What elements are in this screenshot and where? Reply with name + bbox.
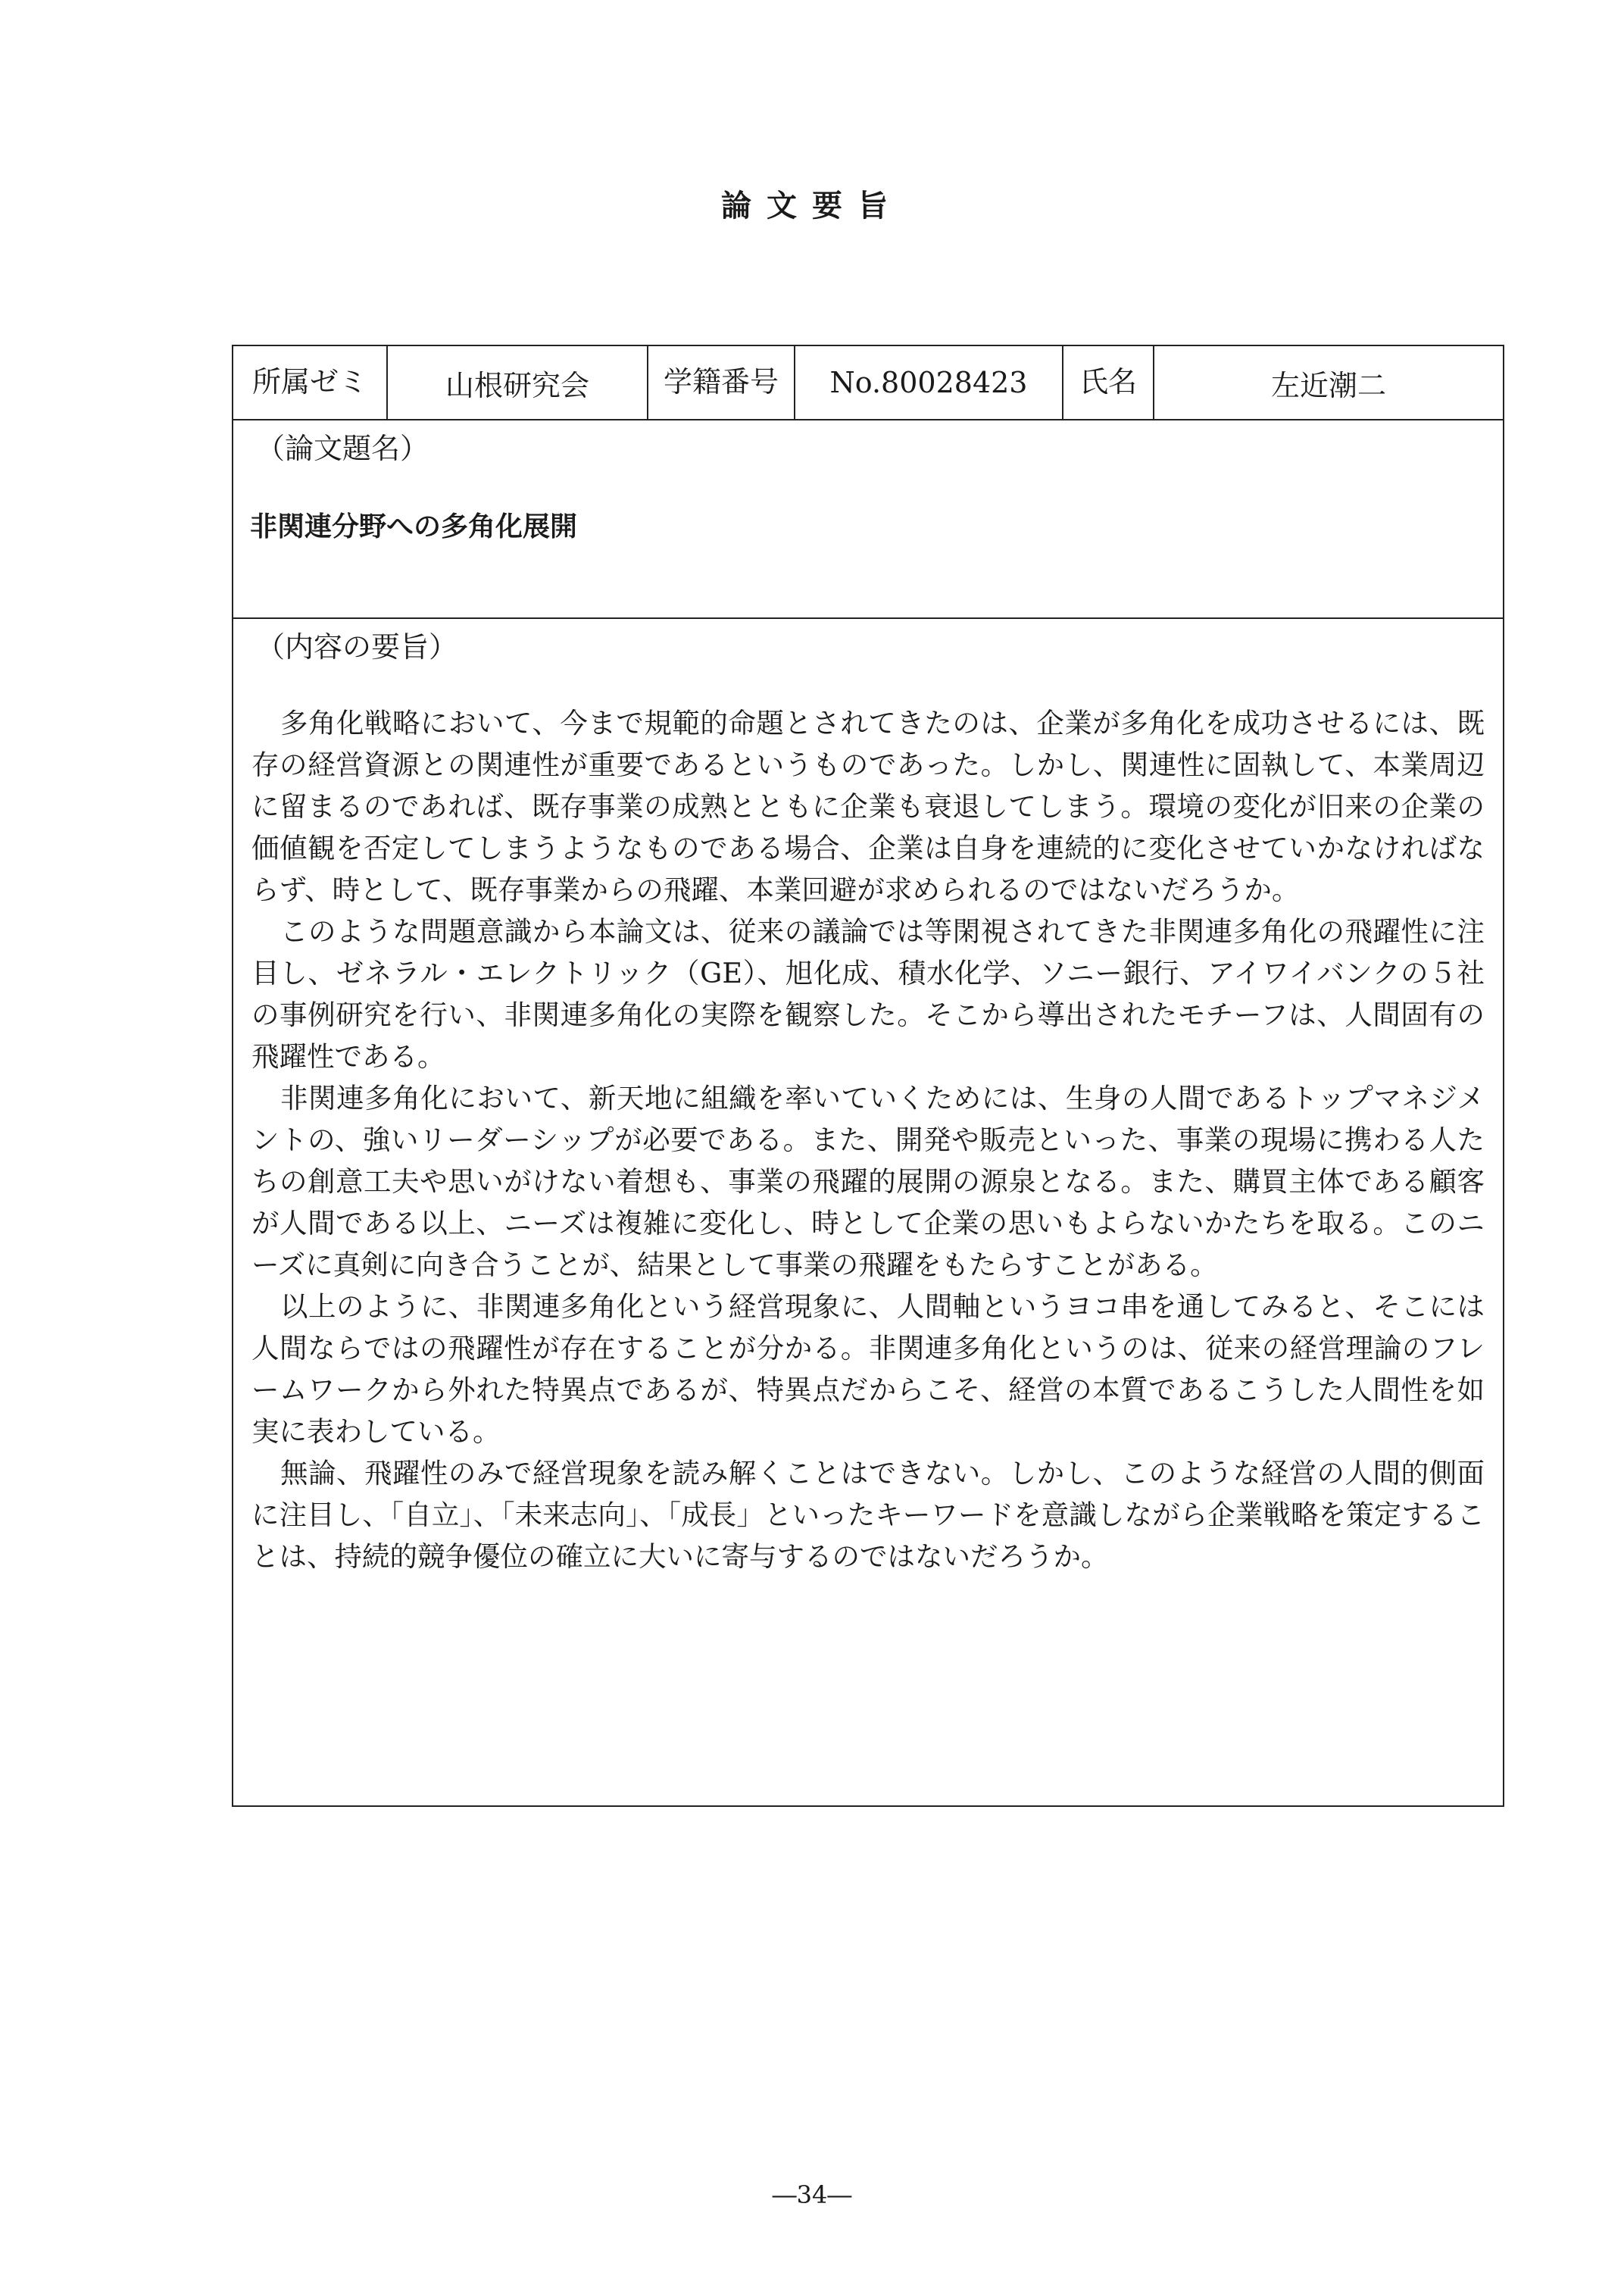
- seminar-label: 所属ゼミ: [233, 346, 388, 419]
- document-title: 論文要旨: [721, 188, 903, 223]
- abstract-content-section: [233, 619, 1503, 1805]
- thesis-title-section: [233, 420, 1503, 619]
- abstract-paragraph: このような問題意識から本論文は、従来の議論では等閑視されてきた非関連多角化の飛躍性に注目し、ゼネラル・エレクトリック（GE）、旭化成、積水化学、ソニー銀行、アイワイバンクの５社の事例研究を行い、非関連多角化の実際を観察した。そこから導出されたモチーフは、人間固有の飛躍性である。: [251, 915, 1485, 1073]
- thesis-title-label: （論文題名）: [256, 432, 429, 465]
- abstract-content-label: （内容の要旨）: [256, 630, 458, 664]
- name-value: 左近潮二: [1270, 368, 1386, 402]
- abstract-body: [251, 702, 1485, 1577]
- thesis-title: 非関連分野への多角化展開: [250, 511, 578, 542]
- abstract-paragraph: 非関連多角化において、新天地に組織を率いていくためには、生身の人間であるトップマネジメントの、強いリーダーシップが必要である。また、開発や販売といった、事業の現場に携わる人たちの創意工夫や思いがけない着想も、事業の飛躍的展開の源泉となる。また、購買主体である顧客が人間である以上、ニーズは複雑に変化し、時として企業の思いもよらないかたちを取る。このニーズに真剣に向き合うことが、結果として事業の飛躍をもたらすことがある。: [251, 1082, 1485, 1281]
- seminar-value: 山根研究会: [388, 346, 648, 419]
- name-label: 氏名: [1063, 346, 1154, 419]
- abstract-table: [232, 345, 1504, 1807]
- abstract-paragraph: 以上のように、非関連多角化という経営現象に、人間軸というヨコ串を通してみると、そこには人間ならではの飛躍性が存在することが分かる。非関連多角化というのは、従来の経営理論のフレームワークから外れた特異点であるが、特異点だからこそ、経営の本質であるこうした人間性を如実に表わしている。: [251, 1290, 1485, 1448]
- abstract-paragraph: 無論、飛躍性のみで経営現象を読み解くことはできない。しかし、このような経営の人間的側面に注目し、「自立」、「未来志向」、「成長」といったキーワードを意識しながら企業戦略を策定することは、持続的競争優位の確立に大いに寄与するのではないだろうか。: [251, 1457, 1485, 1573]
- abstract-paragraph: 多角化戦略において、今まで規範的命題とされてきたのは、企業が多角化を成功させるには、既存の経営資源との関連性が重要であるというものであった。しかし、関連性に固執して、本業周辺に留まるのであれば、既存事業の成熟とともに企業も衰退してしまう。環境の変化が旧来の企業の価値観を否定してしまうようなものである場合、企業は自身を連続的に変化させていかなければならず、時として、既存事業からの飛躍、本業回避が求められるのではないだろうか。: [251, 707, 1485, 906]
- page-number: ―34―: [772, 2180, 852, 2209]
- student-id-label: 学籍番号: [648, 346, 795, 419]
- header-row: [233, 346, 1503, 420]
- student-id-value: No.80028423: [795, 346, 1063, 419]
